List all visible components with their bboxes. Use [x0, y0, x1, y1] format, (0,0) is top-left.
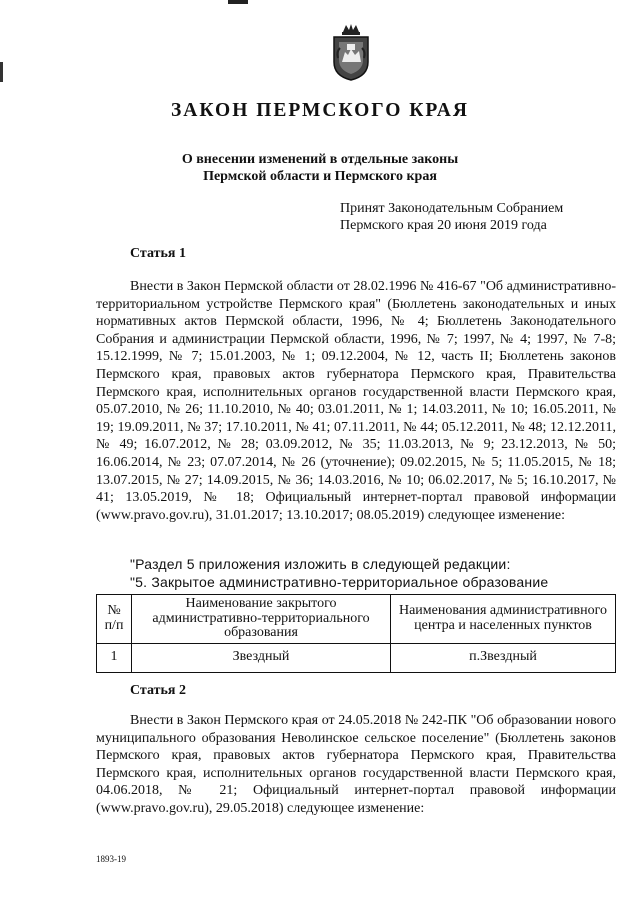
- coat-of-arms-icon: [330, 22, 372, 82]
- quote-line: "Раздел 5 приложения изложить в следующей редакции:: [130, 556, 511, 572]
- table-cell: Звездный: [132, 643, 391, 672]
- law-subtitle: [120, 151, 520, 185]
- document-code: 1893-19: [96, 854, 126, 864]
- table-row: [97, 643, 616, 672]
- adoption-note: [340, 200, 630, 234]
- article-2-text: Внести в Закон Пермского края от 24.05.2018 № 242-ПК "Об образовании нового муниципального образования Неволинское сельское поселение" (Бюллетень законов Пермского края, правовых актов губернатора Пермского края, Правительства Пермского края, исполнительных органов государственной власти Пермского края, 04.06.2018, № 21; Официальный интернет-портал правовой информации (www.pravo.gov.ru), 29.05.2018) следующее изменение:: [96, 713, 616, 816]
- subtitle-line: Пермской области и Пермского края: [203, 169, 437, 184]
- scan-artifact: [228, 0, 248, 4]
- table-header-cell: № п/п: [97, 595, 132, 644]
- subtitle-line: О внесении изменений в отдельные законы: [181, 152, 459, 167]
- quote-line: "5. Закрытое административно-территориальное образование: [130, 574, 549, 590]
- article-1-body: [96, 278, 616, 524]
- law-title: ЗАКОН ПЕРМСКОГО КРАЯ: [171, 100, 469, 121]
- scan-artifact: [0, 62, 3, 82]
- article-1-text: Внести в Закон Пермской области от 28.02.1996 № 416-67 "Об административно-территориальном устройстве Пермского края" (Бюллетень законодательных и иных нормативных актов Пермской области, 1996, № 4; Бюллетень Законодательного Собрания и администрации Пермской области, 1996, № 7; 1997, № 4; 1997, № 7-8; 15.12.1999, № 7; 15.01.2003, № 1; 09.12.2004, № 12, часть II; Бюллетень законов Пермского края, правовых актов губернатора Пермского края, Правительства Пермского края, исполнительных органов государственной власти Пермского края, 05.07.2010, № 26; 11.10.2010, № 40; 03.01.2011, № 1; 14.03.2011, № 10; 16.05.2011, № 19; 19.09.2011, № 37; 17.10.2011, № 41; 07.11.2011, № 44; 05.12.2011, № 48; 12.12.2011, № 49; 16.07.2012, № 28; 03.09.2012, № 35; 11.03.2013, № 9; 23.12.2013, № 50; 16.06.2014, № 23; 07.07.2014, № 26 (уточнение); 09.02.2015, № 5; 11.05.2015, № 18; 13.07.2015, № 27; 14.09.2015, № 36; 14.03.2016, № 10; 06.02.2017, № 5; 16.10.2017, № 41; 13.05.2019, № 18; Официальный интернет-портал правовой информации (www.pravo.gov.ru), 31.01.2017; 13.10.2017; 08.05.2019) следующее изменение:: [96, 279, 616, 523]
- zato-table: [96, 594, 616, 673]
- adoption-line: Принят Законодательным Собранием: [340, 201, 564, 216]
- adoption-line: Пермского края 20 июня 2019 года: [340, 218, 547, 233]
- table-header-row: [97, 595, 616, 644]
- table-cell: 1: [97, 643, 132, 672]
- table-header-cell: Наименование закрытого административно-территориального образования: [132, 595, 391, 644]
- article-2-heading: Статья 2: [130, 683, 186, 698]
- table-cell: п.Звездный: [391, 643, 616, 672]
- article-1-heading: Статья 1: [130, 246, 186, 261]
- article-2-body: [96, 712, 616, 818]
- table-header-cell: Наименования административного центра и населенных пунктов: [391, 595, 616, 644]
